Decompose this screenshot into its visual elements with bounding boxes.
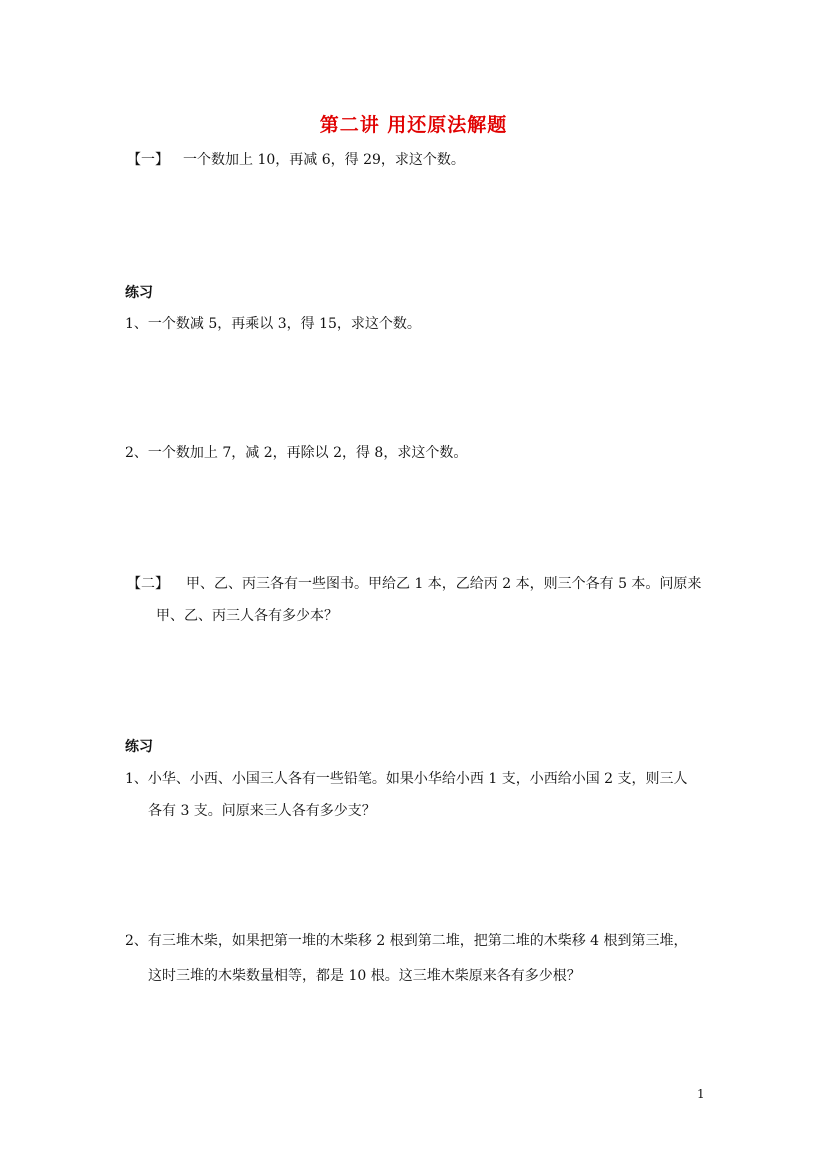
section2-problem-line1: 甲、乙、丙三各有一些图书。甲给乙 1 本，乙给丙 2 本，则三个各有 5 本。问原来	[186, 576, 702, 592]
section2-problem-line2: 甲、乙、丙三人各有多少本？	[156, 608, 338, 624]
exercise-2-1-line2: 各有 3 支。问原来三人各有多少支？	[148, 803, 376, 819]
exercise-2-2-line1: 2、有三堆木柴，如果把第一堆的木柴移 2 根到第二堆，把第二堆的木柴移 4 根到第三堆，	[125, 933, 688, 949]
exercise-2-1-line1: 1、小华、小西、小国三人各有一些铅笔。如果小华给小西 1 支，小西给小国 2 支，则三人	[125, 771, 688, 787]
exercise-2-2-line2: 这时三堆的木柴数量相等，都是 10 根。这三堆木柴原来各有多少根？	[148, 968, 581, 984]
section2-label: 【二】	[127, 576, 169, 592]
section1-label: 【一】	[127, 152, 169, 168]
practice-heading-2: 练习	[125, 739, 153, 755]
exercise-1-1: 1、一个数减 5，再乘以 3，得 15，求这个数。	[125, 316, 421, 332]
page-number: 1	[697, 1087, 705, 1101]
section1-problem: 一个数加上 10，再减 6，得 29，求这个数。	[183, 152, 465, 168]
exercise-1-2: 2、一个数加上 7，减 2，再除以 2，得 8，求这个数。	[125, 445, 468, 461]
page-title: 第二讲 用还原法解题	[319, 114, 508, 136]
practice-heading-1: 练习	[125, 285, 153, 301]
